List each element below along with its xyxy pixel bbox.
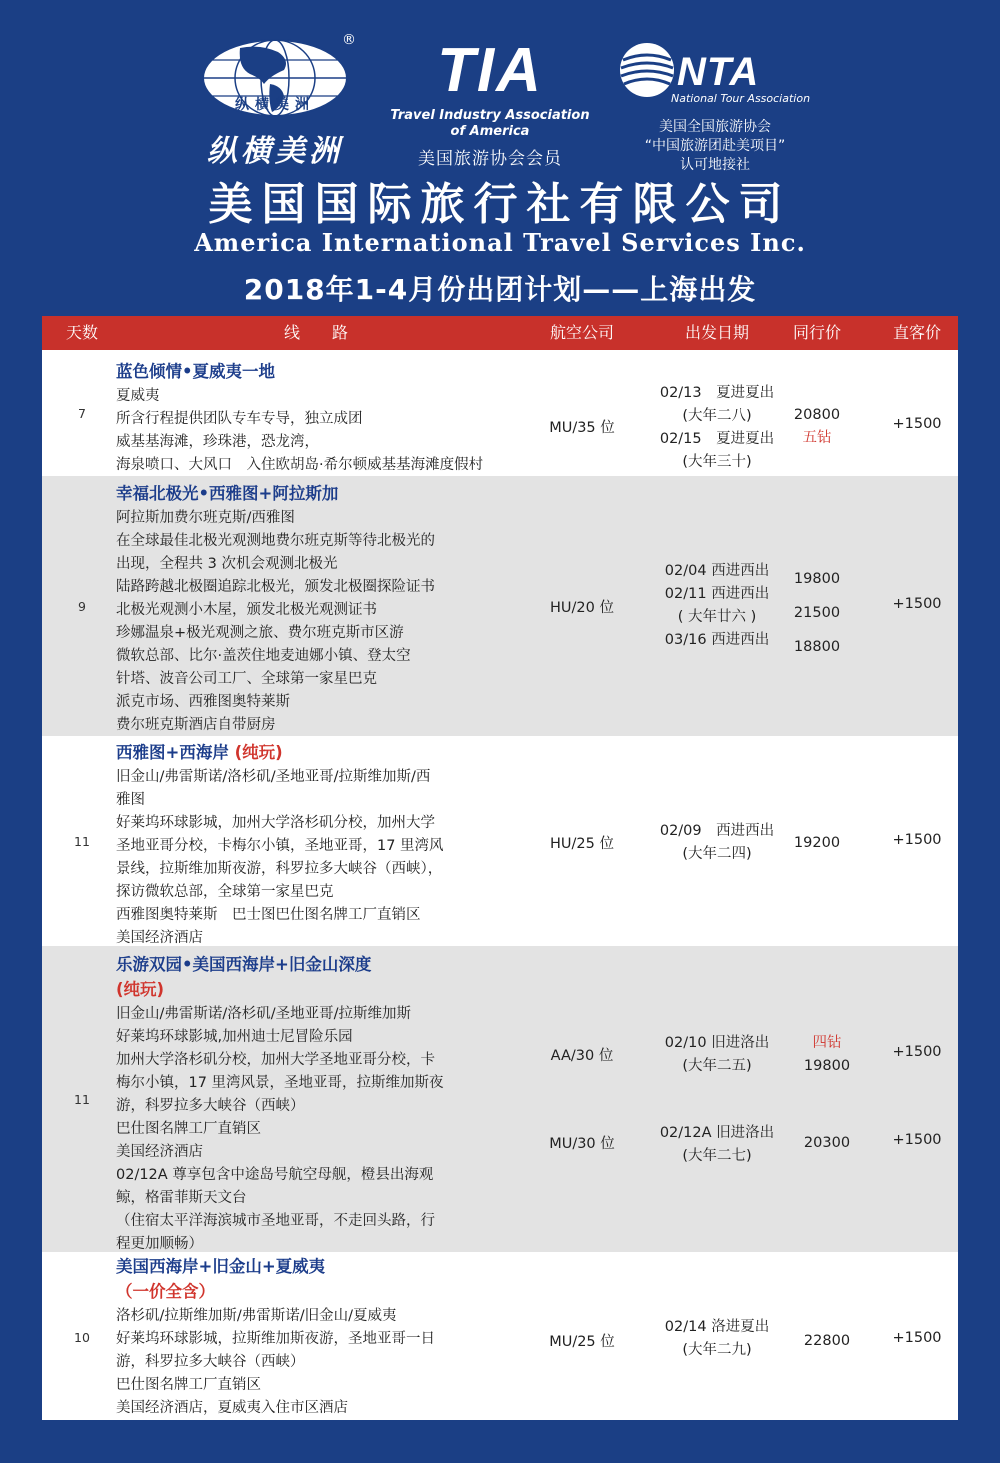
date-line: 02/10 旧进洛出 bbox=[664, 1035, 770, 1051]
route-line: 针塔、波音公司工厂、全球第一家星巴克 bbox=[116, 671, 377, 687]
days-cell: 11 bbox=[74, 834, 90, 849]
date-line: 02/13 夏进夏出 bbox=[659, 385, 775, 401]
direct-price-cell: +1500 bbox=[892, 1132, 942, 1148]
date-line: (大年二九) bbox=[682, 1342, 752, 1358]
registered-mark: ® bbox=[342, 32, 356, 48]
route-line: 加州大学洛杉矶分校，加州大学圣地亚哥分校，卡 bbox=[116, 1052, 435, 1068]
nta-logo bbox=[615, 42, 815, 175]
route-line: 巴仕图名牌工厂直销区 bbox=[116, 1377, 261, 1393]
nta-line3: 认可地接社 bbox=[680, 157, 750, 173]
date-line: (大年二四) bbox=[682, 846, 752, 862]
date-line: ( 大年廿六 ) bbox=[677, 609, 757, 625]
price-cell bbox=[772, 404, 862, 450]
airline-cell: AA/30 位 bbox=[550, 1048, 614, 1064]
airline-cell: HU/20 位 bbox=[550, 600, 614, 616]
price-note: 四钻 bbox=[812, 1035, 842, 1051]
date-line: (大年二五) bbox=[682, 1058, 752, 1074]
direct-price-cell: +1500 bbox=[892, 1044, 942, 1060]
price-cell: 22800 bbox=[803, 1333, 851, 1349]
route-cell bbox=[116, 953, 516, 1256]
days-cell: 7 bbox=[78, 406, 86, 421]
route-line: 游，科罗拉多大峡谷（西峡） bbox=[116, 1354, 305, 1370]
date-line: 02/12A 旧进洛出 bbox=[659, 1125, 775, 1141]
header-peer-price: 同行价 bbox=[792, 323, 841, 342]
route-line: 夏威夷 bbox=[116, 388, 160, 404]
route-line: 雅图 bbox=[116, 792, 145, 808]
tia-mark: TIA bbox=[437, 36, 543, 105]
table-row bbox=[42, 1252, 958, 1420]
route-line: 派克市场、西雅图奥特莱斯 bbox=[116, 694, 290, 710]
nta-globe-icon bbox=[619, 42, 675, 102]
tour-table bbox=[42, 316, 958, 1420]
plan-title: 2018年1-4月份出团计划——上海出发 bbox=[243, 273, 757, 306]
route-line: 费尔班克斯酒店自带厨房 bbox=[116, 717, 276, 733]
route-line: 西雅图奥特莱斯 巴士图巴仕图名牌工厂直销区 bbox=[116, 907, 421, 923]
route-line: 游，科罗拉多大峡谷（西峡） bbox=[116, 1098, 305, 1114]
route-title-extra: (纯玩) bbox=[228, 743, 283, 762]
date-line: 02/14 洛进夏出 bbox=[664, 1319, 770, 1335]
route-title: 乐游双园•美国西海岸+旧金山深度 bbox=[116, 955, 372, 974]
date-line: (大年三十) bbox=[682, 454, 752, 470]
route-line: 程更加顺畅） bbox=[116, 1236, 203, 1252]
dates-cell bbox=[632, 1032, 802, 1078]
tia-name-line1: Travel Industry Association bbox=[390, 108, 590, 123]
date-line: 02/09 西进西出 bbox=[659, 823, 775, 839]
route-title: 美国西海岸+旧金山+夏威夷 bbox=[116, 1257, 326, 1276]
company-name-en: America International Travel Services Inc. bbox=[194, 228, 806, 257]
route-cell bbox=[116, 360, 516, 477]
nta-mark: NTA bbox=[677, 50, 760, 94]
header-airline: 航空公司 bbox=[549, 323, 614, 342]
route-line: 阿拉斯加费尔班克斯/西雅图 bbox=[116, 510, 295, 526]
route-line: 美国经济酒店，夏威夷入住市区酒店 bbox=[116, 1400, 348, 1416]
table-header bbox=[42, 316, 958, 350]
date-line: 02/11 西进西出 bbox=[664, 586, 770, 602]
price-cell: 19200 bbox=[793, 835, 841, 851]
route-cell bbox=[116, 1255, 516, 1420]
days-cell: 9 bbox=[78, 599, 86, 614]
route-line: 02/12A 尊享包含中途岛号航空母舰，橙县出海观 bbox=[116, 1167, 434, 1183]
logo-row bbox=[0, 20, 1000, 180]
table-row bbox=[42, 946, 958, 1252]
price-cell bbox=[772, 562, 862, 664]
price-cell: 20300 bbox=[803, 1135, 851, 1151]
header-route: 线 路 bbox=[283, 323, 348, 342]
airline-cell: MU/35 位 bbox=[549, 420, 615, 436]
table-row bbox=[42, 736, 958, 946]
dates-cell bbox=[632, 1316, 802, 1362]
route-line: 探访微软总部，全球第一家星巴克 bbox=[116, 884, 334, 900]
table-row bbox=[42, 476, 958, 736]
nta-line1: 美国全国旅游协会 bbox=[659, 119, 771, 135]
globe-logo-text: 纵横美洲 bbox=[235, 97, 315, 113]
route-line: 景线，拉斯维加斯夜游，科罗拉多大峡谷（西峡）， bbox=[116, 861, 443, 877]
tia-name-line2: of America bbox=[450, 124, 530, 139]
price-value: 19800 bbox=[803, 1058, 851, 1074]
direct-price-cell: +1500 bbox=[892, 416, 942, 432]
price-value: 21500 bbox=[793, 605, 841, 621]
route-line: 陆路跨越北极圈追踪北极光，颁发北极圈探险证书 bbox=[116, 579, 435, 595]
route-line: 旧金山/弗雷斯诺/洛杉矶/圣地亚哥/拉斯维加斯/西 bbox=[116, 769, 431, 785]
airline-cell: MU/25 位 bbox=[549, 1334, 615, 1350]
price-value: 19800 bbox=[793, 571, 841, 587]
route-line: （住宿太平洋海滨城市圣地亚哥，不走回头路，行 bbox=[116, 1213, 435, 1229]
nta-name: National Tour Association bbox=[671, 92, 811, 105]
brand-name: 纵横美洲 bbox=[207, 134, 343, 169]
route-line: 美国经济酒店 bbox=[116, 930, 203, 946]
price-cell bbox=[782, 1032, 872, 1078]
price-value: 20800 bbox=[793, 407, 841, 423]
direct-price-cell: +1500 bbox=[892, 1330, 942, 1346]
direct-price-cell: +1500 bbox=[892, 832, 942, 848]
tia-member: 美国旅游协会会员 bbox=[418, 149, 562, 169]
route-line: 好莱坞环球影城，加州大学洛杉矶分校，加州大学 bbox=[116, 815, 435, 831]
table-row bbox=[42, 350, 958, 476]
date-line: (大年二八) bbox=[682, 408, 752, 424]
route-cell bbox=[116, 741, 516, 950]
route-line: 旧金山/弗雷斯诺/洛杉矶/圣地亚哥/拉斯维加斯 bbox=[116, 1006, 412, 1022]
route-title-extra: (纯玩) bbox=[116, 980, 165, 999]
days-cell: 11 bbox=[74, 1092, 90, 1107]
route-title: 西雅图+西海岸 bbox=[116, 743, 229, 762]
date-line: 02/15 夏进夏出 bbox=[659, 431, 775, 447]
date-line: 02/04 西进西出 bbox=[664, 563, 770, 579]
direct-price-cell: +1500 bbox=[892, 596, 942, 612]
zongheng-logo bbox=[190, 32, 360, 170]
route-cell bbox=[116, 482, 516, 737]
route-line: 洛杉矶/拉斯维加斯/弗雷斯诺/旧金山/夏威夷 bbox=[116, 1308, 397, 1324]
nta-line2: “中国旅游团赴美项目” bbox=[644, 138, 786, 154]
route-line: 好莱坞环球影城,加州迪士尼冒险乐园 bbox=[116, 1029, 353, 1045]
route-line: 北极光观测小木屋，颁发北极光观测证书 bbox=[116, 602, 377, 618]
header-direct-price: 直客价 bbox=[892, 323, 941, 342]
route-line: 好莱坞环球影城，拉斯维加斯夜游，圣地亚哥一日 bbox=[116, 1331, 435, 1347]
route-title: 蓝色倾情•夏威夷一地 bbox=[116, 362, 276, 381]
route-title: 幸福北极光•西雅图+阿拉斯加 bbox=[116, 484, 339, 503]
route-line: 巴仕图名牌工厂直销区 bbox=[116, 1121, 261, 1137]
route-title-extra: （一价全含） bbox=[116, 1282, 215, 1301]
dates-cell bbox=[632, 1122, 802, 1168]
globe-logo-icon bbox=[200, 32, 356, 120]
airline-cell: MU/30 位 bbox=[549, 1136, 615, 1152]
route-line: 微软总部、比尔·盖茨住地麦迪娜小镇、登太空 bbox=[116, 648, 411, 664]
tia-logo bbox=[385, 36, 595, 169]
route-line: 威基基海滩，珍珠港，恐龙湾， bbox=[116, 434, 319, 450]
header-days: 天数 bbox=[65, 323, 98, 342]
date-line: 03/16 西进西出 bbox=[664, 632, 770, 648]
airline-cell: HU/25 位 bbox=[550, 836, 614, 852]
route-line: 圣地亚哥分校，卡梅尔小镇，圣地亚哥，17 里湾风 bbox=[116, 838, 444, 854]
route-line: 鲸，格雷菲斯天文台 bbox=[116, 1190, 247, 1206]
route-line: 海泉喷口、大风口 入住欧胡岛·希尔顿威基基海滩度假村 bbox=[116, 457, 484, 473]
price-value: 18800 bbox=[793, 639, 841, 655]
route-line: 美国经济酒店 bbox=[116, 1144, 203, 1160]
days-cell: 10 bbox=[74, 1330, 90, 1345]
route-line: 梅尔小镇，17 里湾风景，圣地亚哥，拉斯维加斯夜 bbox=[116, 1075, 444, 1091]
route-line: 所含行程提供团队专车专导，独立成团 bbox=[116, 411, 363, 427]
route-line: 在全球最佳北极光观测地费尔班克斯等待北极光的 bbox=[116, 533, 435, 549]
route-line: 出现，全程共 3 次机会观测北极光 bbox=[116, 556, 338, 572]
company-name-zh: 美国国际旅行社有限公司 bbox=[208, 179, 792, 230]
header-dates: 出发日期 bbox=[684, 323, 749, 342]
price-note: 五钻 bbox=[802, 430, 832, 446]
route-line: 珍娜温泉+极光观测之旅、费尔班克斯市区游 bbox=[116, 625, 404, 641]
date-line: (大年二七) bbox=[682, 1148, 752, 1164]
